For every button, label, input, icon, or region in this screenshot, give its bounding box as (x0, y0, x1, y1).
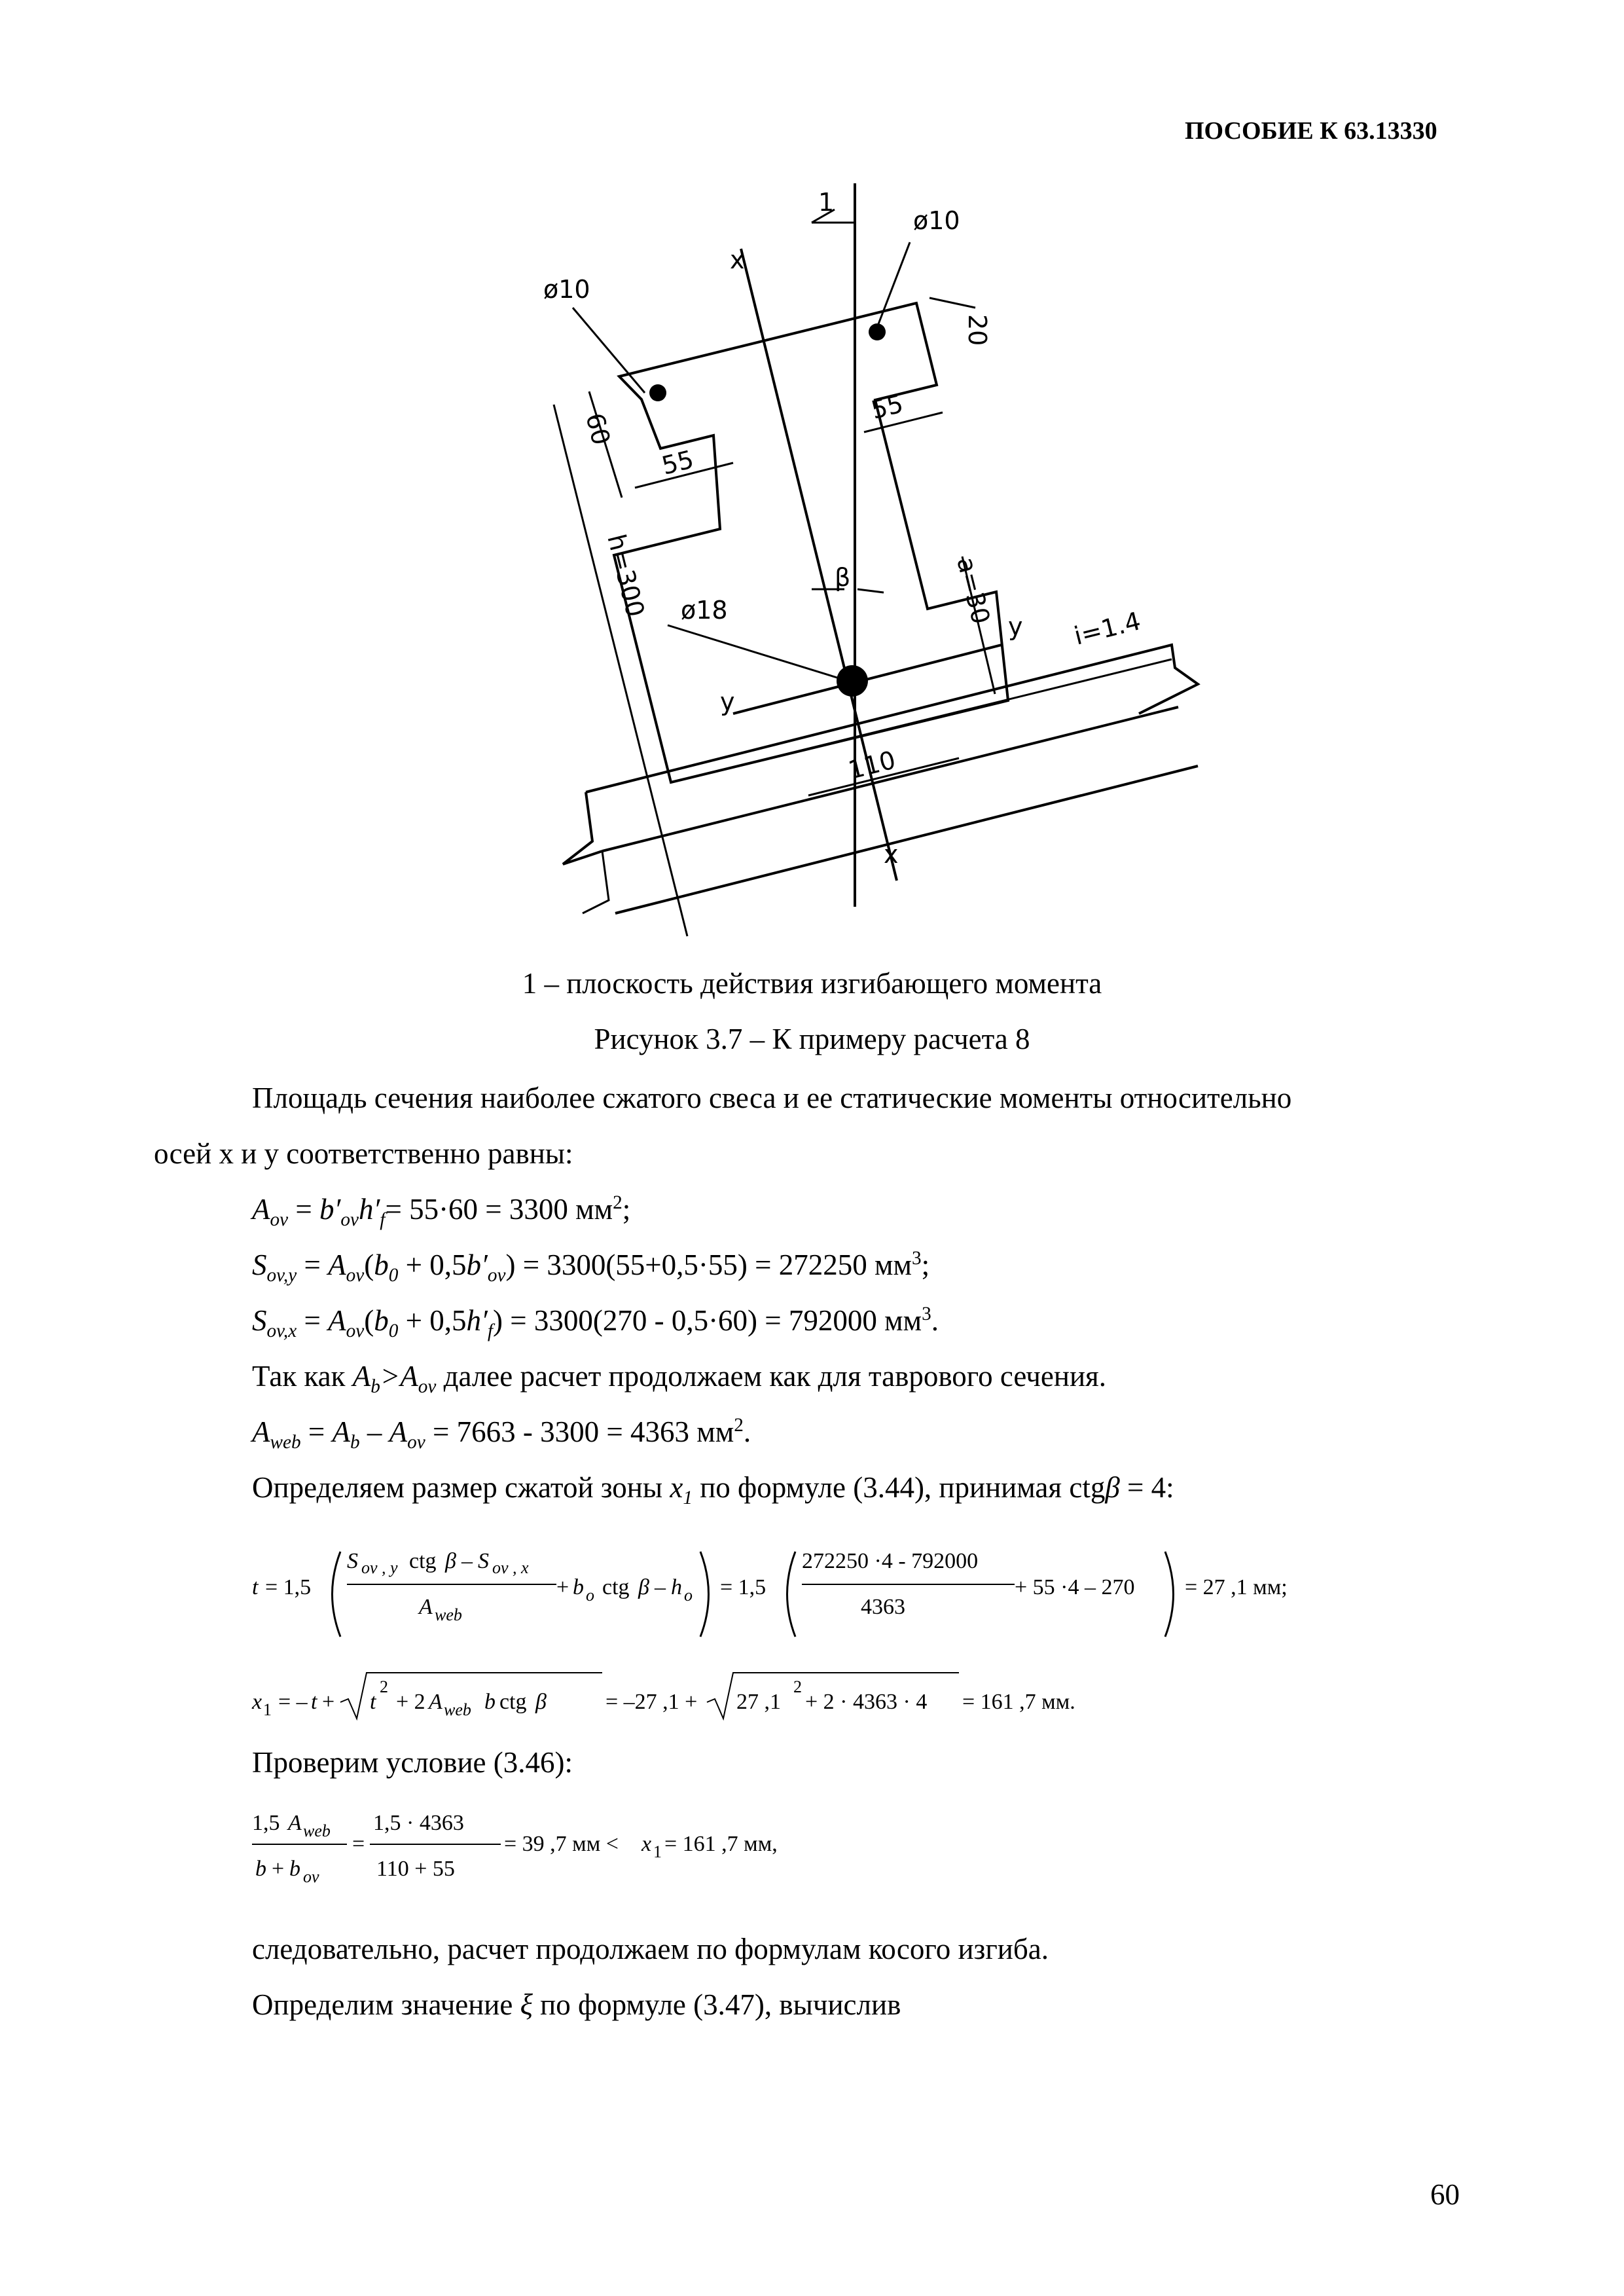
svg-text:β: β (535, 1690, 547, 1714)
svg-text:27 ,1: 27 ,1 (736, 1690, 781, 1714)
svg-text:x: x (641, 1832, 652, 1856)
figure-caption: Рисунок 3.7 – К примеру расчета 8 (594, 1023, 1030, 1055)
svg-text:web: web (444, 1700, 471, 1719)
svg-text:web: web (303, 1821, 331, 1840)
leader-dia10-top (877, 242, 910, 327)
svg-text:ctg: ctg (602, 1575, 630, 1599)
svg-text:ov , x: ov , x (492, 1558, 529, 1577)
svg-text:1: 1 (653, 1842, 662, 1861)
svg-text:2: 2 (793, 1677, 802, 1696)
svg-text:t: t (370, 1690, 376, 1714)
paragraph-5: следовательно, расчет продолжаем по формулам косого изгиба. (252, 1933, 1049, 1965)
svg-text:+ 2 · 4363 · 4: + 2 · 4363 · 4 (805, 1690, 928, 1714)
svg-text:ctg: ctg (409, 1549, 437, 1573)
page-number: 60 (1430, 2178, 1460, 2211)
label-y-left: y (720, 687, 735, 716)
svg-text:+: + (322, 1690, 335, 1714)
svg-text:= –27 ,1 +: = –27 ,1 + (605, 1690, 698, 1714)
slab-break-left (563, 792, 602, 864)
label-x-top: x (730, 246, 745, 274)
equation-4: $A_{web} = A_b - A_{ov} = 7663 - 3300 = 4363$ $мм^2$. (252, 1415, 751, 1453)
svg-text:t: t (311, 1690, 317, 1714)
svg-text:= 161 ,7 мм,: = 161 ,7 мм, (664, 1832, 778, 1856)
svg-text:b: b (484, 1690, 496, 1714)
svg-text:x: x (252, 1690, 262, 1714)
label-dim55-right: 55 (868, 389, 907, 425)
svg-text:= –: = – (278, 1690, 308, 1714)
svg-text:web: web (435, 1605, 462, 1624)
rebar-dia18 (837, 665, 868, 697)
equation-7 (249, 1804, 1165, 1895)
label-dia10-left: ø10 (543, 275, 590, 304)
rebar-dia10-top (869, 323, 886, 340)
label-dim60: 60 (580, 410, 616, 448)
svg-text:1,5: 1,5 (252, 1811, 280, 1835)
svg-text:= 1,5: = 1,5 (265, 1575, 312, 1599)
leader-dia18 (668, 625, 848, 681)
svg-text:ov: ov (303, 1867, 319, 1886)
equation-6 (249, 1663, 1427, 1735)
svg-text:+: + (272, 1857, 285, 1881)
svg-text:o: o (684, 1586, 693, 1605)
svg-text:4363: 4363 (861, 1595, 905, 1619)
svg-text:b: b (573, 1575, 584, 1599)
svg-text:= 161 ,7 мм.: = 161 ,7 мм. (962, 1690, 1075, 1714)
paragraph-4: Проверим условие (3.46): (252, 1746, 573, 1779)
label-dim110: 110 (845, 745, 899, 785)
svg-text:ov , y: ov , y (361, 1558, 398, 1577)
paragraph-1-line-2: осей x и y соответственно равны: (154, 1137, 573, 1170)
svg-text:–: – (461, 1549, 473, 1573)
svg-text:β: β (445, 1549, 456, 1573)
cross-section-figure (0, 0, 1624, 982)
figure-legend: 1 – плоскость действия изгибающего момента (522, 967, 1102, 1000)
svg-text:=: = (352, 1832, 365, 1856)
paragraph-1-line-1: Площадь сечения наиболее сжатого свеса и ее статические моменты относительно (252, 1082, 1292, 1114)
equation-1: $A_{ov} = b'_{ov}h'_f= 55\cdot 60 = 3300$ $мм^2$; (252, 1192, 631, 1230)
running-header: ПОСОБИЕ К 63.13330 (1185, 117, 1437, 145)
axis-x-line (741, 249, 897, 881)
dim20-line (929, 298, 975, 308)
svg-text:–: – (655, 1575, 666, 1599)
leader-dia10-left (573, 308, 645, 393)
svg-text:110 + 55: 110 + 55 (376, 1857, 455, 1881)
svg-text:= 1,5: = 1,5 (720, 1575, 767, 1599)
svg-text:A: A (288, 1811, 302, 1835)
label-dim-h: h=300 (602, 531, 651, 620)
svg-text:+ 55 ·4 – 270: + 55 ·4 – 270 (1015, 1575, 1135, 1599)
svg-text:o: o (586, 1586, 594, 1605)
svg-text:b: b (255, 1857, 266, 1881)
paragraph-2: Так как $A_b>A_{ov}$ далее расчет продолжаем как для таврового сечения. (252, 1360, 1106, 1397)
svg-text:S: S (478, 1549, 489, 1573)
svg-text:1,5 · 4363: 1,5 · 4363 (373, 1811, 464, 1835)
label-x-bottom: x (884, 840, 899, 869)
svg-text:2: 2 (380, 1677, 388, 1696)
svg-text:ctg: ctg (499, 1690, 527, 1714)
section-outline (614, 303, 1008, 785)
svg-text:+: + (556, 1575, 569, 1599)
label-dim-a: a=30 (951, 554, 996, 627)
paragraph-6: Определим значение ξ по формуле (3.47), вычислив (252, 1988, 901, 2021)
svg-text:t: t (252, 1575, 259, 1599)
label-y-right: y (1008, 612, 1023, 641)
label-dia18: ø18 (681, 596, 728, 625)
label-slope: i=1.4 (1071, 606, 1144, 651)
paragraph-3: Определяем размер сжатой зоны $x_1$ по формуле (3.44), принимая ctgβ = 4: (252, 1471, 1174, 1508)
label-dim20: 20 (963, 314, 992, 346)
svg-text:S: S (347, 1549, 358, 1573)
rebar-dia10-left (649, 384, 666, 401)
equation-2: $S_{ov,y} = A_{ov}(b_0 + 0,5b'_{ov}) = 3300(55+0,5\cdot 55) = 272250$ $мм^3$; (252, 1248, 930, 1286)
equation-5 (249, 1529, 1427, 1660)
svg-text:h: h (671, 1575, 682, 1599)
svg-text:= 39 ,7 мм <: = 39 ,7 мм < (504, 1832, 619, 1856)
svg-text:β: β (638, 1575, 649, 1599)
svg-text:= 27 ,1 мм;: = 27 ,1 мм; (1185, 1575, 1288, 1599)
svg-text:1: 1 (263, 1700, 272, 1719)
label-dia10-top: ø10 (913, 206, 960, 235)
label-beta: β (835, 563, 851, 592)
slab-bottom (615, 766, 1198, 913)
label-plane: 1 (818, 188, 835, 217)
label-dim55-left: 55 (659, 445, 697, 481)
svg-text:A: A (429, 1690, 442, 1714)
equation-3: $S_{ov,x} = A_{ov}(b_0 + 0,5h'_f) = 3300(270 - 0,5\cdot 60) = 792000$ $мм^3$. (252, 1303, 939, 1341)
svg-text:+ 2: + 2 (396, 1690, 425, 1714)
svg-text:b: b (289, 1857, 300, 1881)
svg-text:A: A (419, 1595, 433, 1619)
svg-text:272250 ·4 - 792000: 272250 ·4 - 792000 (802, 1549, 979, 1573)
